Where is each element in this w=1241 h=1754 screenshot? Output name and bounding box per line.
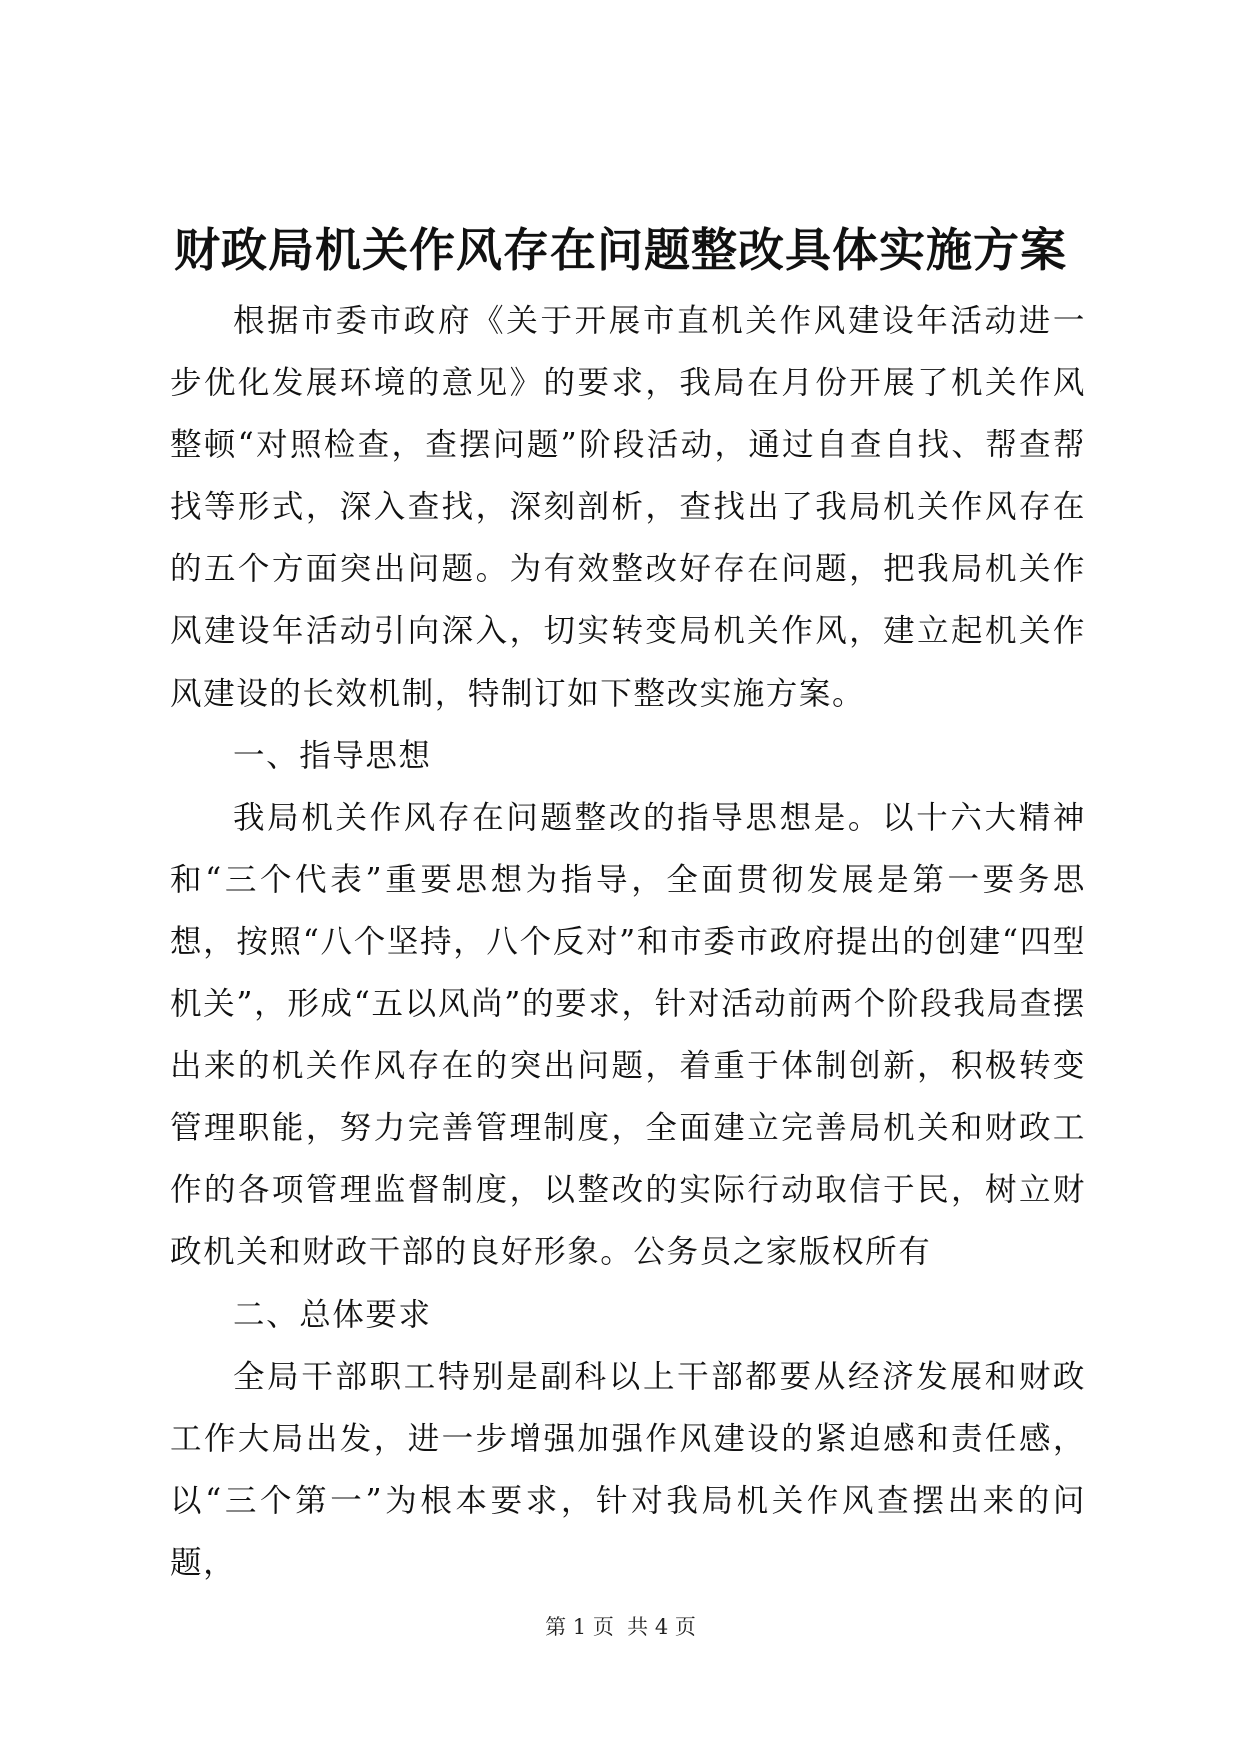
document-body — [170, 290, 1086, 1594]
page-footer — [0, 1613, 1241, 1641]
section-heading-overall-requirements: 二、总体要求 — [233, 1296, 432, 1333]
section-heading-guiding-ideology: 一、指导思想 — [233, 737, 432, 774]
guiding-ideology-paragraph: 我局机关作风存在问题整改的指导思想是。以十六大精神和“三个代表”重要思想为指导，全面贯彻发展是第一要务思想，按照“八个坚持，八个反对”和市委市政府提出的创建“四型机关”，形成“五以风尚”的要求，针对活动前两个阶段我局查摆出来的机关作风存在的突出问题，着重于体制创新，积极转变管理职能，努力完善管理制度，全面建立完善局机关和财政工作的各项管理监督制度，以整改的实际行动取信于民，树立财政机关和财政干部的良好形象。公务员之家版权所有 — [170, 799, 1086, 1271]
overall-requirements-paragraph: 全局干部职工特别是副科以上干部都要从经济发展和财政工作大局出发，进一步增强加强作风建设的紧迫感和责任感，以“三个第一”为根本要求，针对我局机关作风查摆出来的问题， — [170, 1358, 1086, 1581]
page-number-label: 第 1 页 共 4 页 — [545, 1615, 696, 1639]
intro-paragraph: 根据市委市政府《关于开展市直机关作风建设年活动进一步优化发展环境的意见》的要求，我局在月份开展了机关作风整顿“对照检查，查摆问题”阶段活动，通过自查自找、帮查帮找等形式，深入查找，深刻剖析，查找出了我局机关作风存在的五个方面突出问题。为有效整改好存在问题，把我局机关作风建设年活动引向深入，切实转变局机关作风，建立起机关作风建设的长效机制，特制订如下整改实施方案。 — [170, 303, 1086, 712]
document-title: 财政局机关作风存在问题整改具体实施方案 — [174, 223, 1067, 277]
